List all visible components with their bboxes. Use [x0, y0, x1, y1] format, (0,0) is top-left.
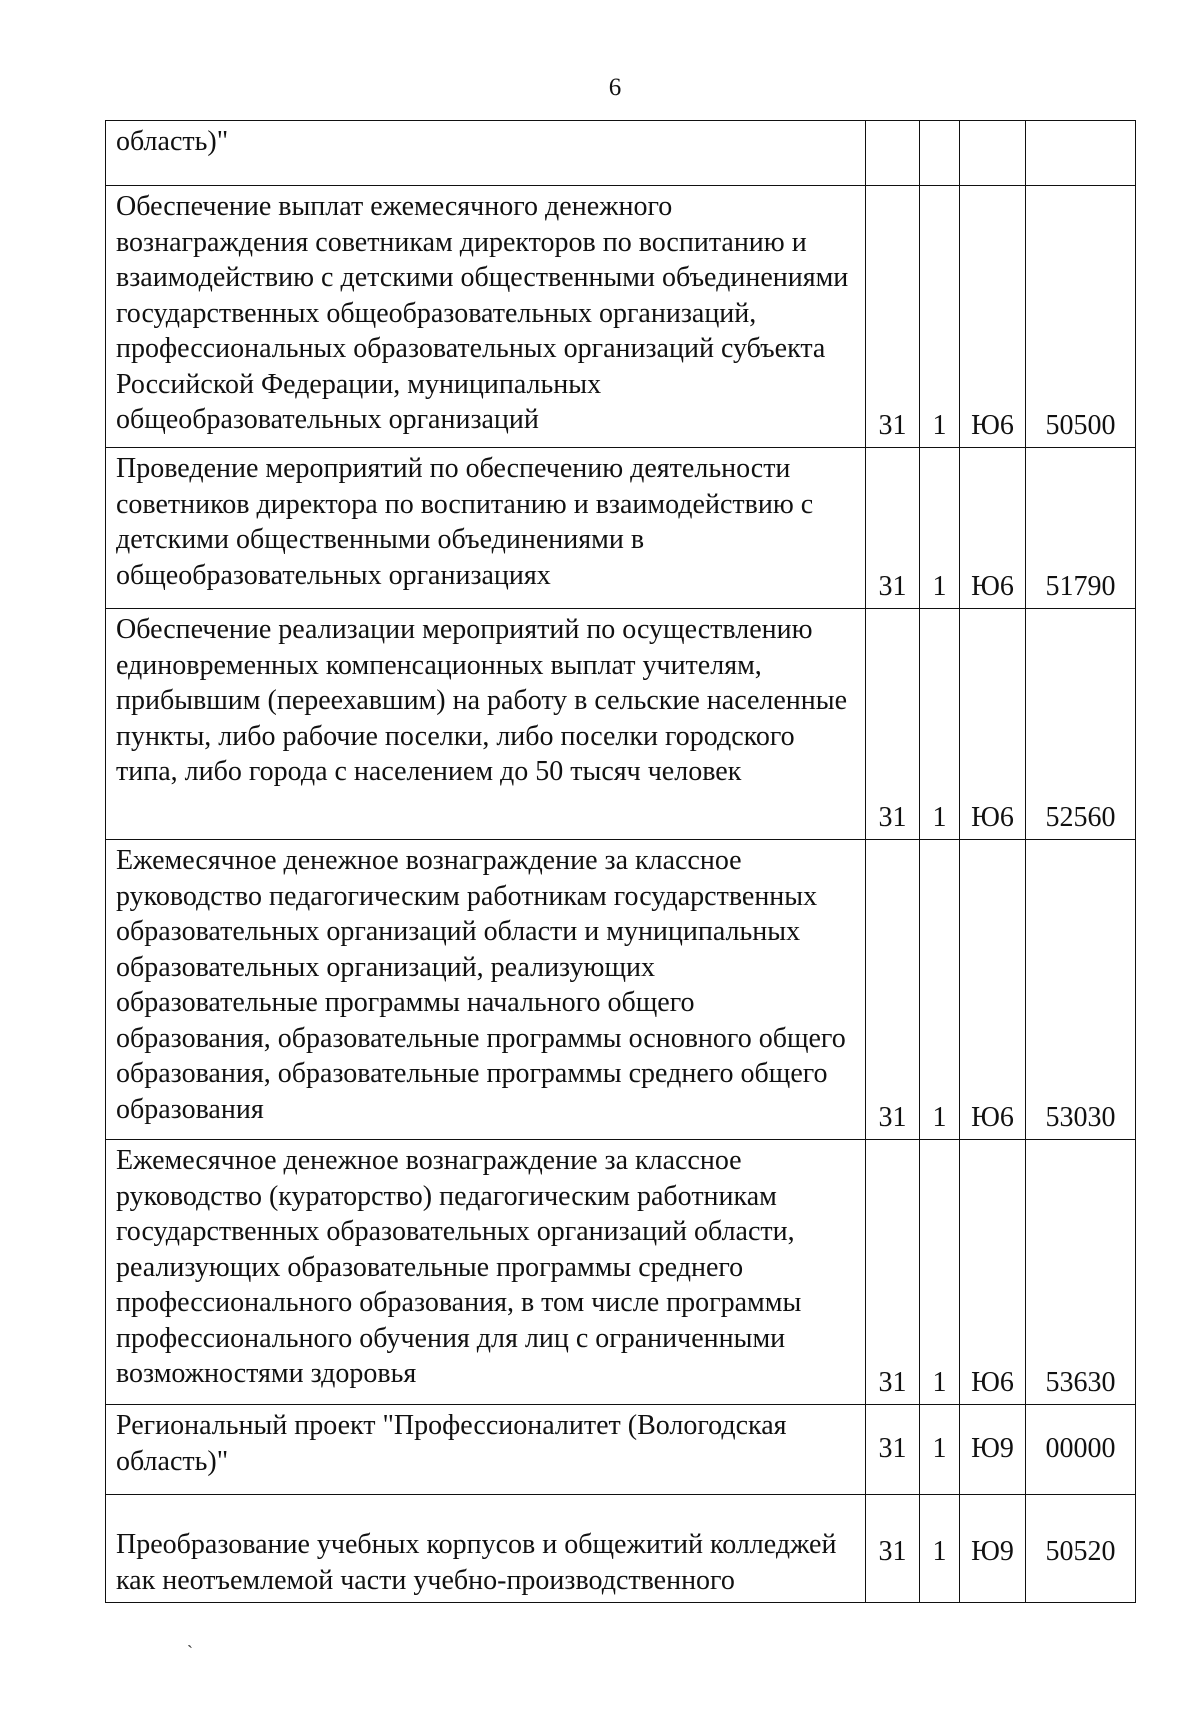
project-code-cell: Ю6: [960, 840, 1026, 1140]
direction-code-cell: 52560: [1026, 609, 1136, 840]
program-code-cell: [866, 121, 920, 186]
table-row: [106, 1495, 1136, 1603]
scan-speck: ˎ: [187, 1628, 193, 1648]
program-code-cell: 31: [866, 1405, 920, 1495]
direction-code-cell: 00000: [1026, 1405, 1136, 1495]
table-row: [106, 840, 1136, 1140]
subprogram-code-cell: 1: [920, 448, 960, 609]
project-code-cell: Ю9: [960, 1495, 1026, 1603]
subprogram-code-cell: 1: [920, 1140, 960, 1405]
table-row: [106, 609, 1136, 840]
direction-code-cell: 51790: [1026, 448, 1136, 609]
expense-name-cell: область)": [106, 121, 866, 186]
direction-code-cell: 50500: [1026, 186, 1136, 448]
expense-name-cell: Преобразование учебных корпусов и общежитий колледжей как неотъемлемой части учебно-производственного: [106, 1495, 866, 1603]
program-code-cell: 31: [866, 609, 920, 840]
subprogram-code-cell: [920, 121, 960, 186]
program-code-cell: 31: [866, 448, 920, 609]
direction-code-cell: 53630: [1026, 1140, 1136, 1405]
project-code-cell: Ю9: [960, 1405, 1026, 1495]
expense-name-cell: Ежемесячное денежное вознаграждение за классное руководство (кураторство) педагогическим работникам государственных образовательных организаций области, реализующих образовательные программы среднего профессионального образования, в том числе программы профессионального обучения для лиц с ограниченными возможностями здоровья: [106, 1140, 866, 1405]
project-code-cell: Ю6: [960, 448, 1026, 609]
program-code-cell: 31: [866, 840, 920, 1140]
table-row: [106, 186, 1136, 448]
table-row: [106, 121, 1136, 186]
project-code-cell: Ю6: [960, 1140, 1026, 1405]
project-code-cell: [960, 121, 1026, 186]
project-code-cell: Ю6: [960, 609, 1026, 840]
project-code-cell: Ю6: [960, 186, 1026, 448]
direction-code-cell: [1026, 121, 1136, 186]
subprogram-code-cell: 1: [920, 840, 960, 1140]
table-row: [106, 448, 1136, 609]
expense-name-cell: Проведение мероприятий по обеспечению деятельности советников директора по воспитанию и взаимодействию с детскими общественными объединениями в общеобразовательных организациях: [106, 448, 866, 609]
expense-name-cell: Обеспечение реализации мероприятий по осуществлению единовременных компенсационных выплат учителям, прибывшим (переехавшим) на работу в сельские населенные пункты, либо рабочие поселки, либо поселки городского типа, либо города с населением до 50 тысяч человек: [106, 609, 866, 840]
table-row: [106, 1405, 1136, 1495]
expense-name-cell: Региональный проект "Профессионалитет (Вологодская область)": [106, 1405, 866, 1495]
program-code-cell: 31: [866, 1495, 920, 1603]
subprogram-code-cell: 1: [920, 1495, 960, 1603]
budget-classification-table: [105, 120, 1136, 1603]
program-code-cell: 31: [866, 186, 920, 448]
direction-code-cell: 53030: [1026, 840, 1136, 1140]
subprogram-code-cell: 1: [920, 186, 960, 448]
program-code-cell: 31: [866, 1140, 920, 1405]
page-number: 6: [608, 74, 622, 101]
subprogram-code-cell: 1: [920, 1405, 960, 1495]
subprogram-code-cell: 1: [920, 609, 960, 840]
table-row: [106, 1140, 1136, 1405]
expense-name-cell: Обеспечение выплат ежемесячного денежного вознаграждения советникам директоров по воспитанию и взаимодействию с детскими общественными объединениями государственных общеобразовательных организаций, профессиональных образовательных организаций субъекта Российской Федерации, муниципальных общеобразовательных организаций: [106, 186, 866, 448]
direction-code-cell: 50520: [1026, 1495, 1136, 1603]
expense-name-cell: Ежемесячное денежное вознаграждение за классное руководство педагогическим работникам государственных образовательных организаций области и муниципальных образовательных организаций, реализующих образовательные программы начального общего образования, образовательные программы основного общего образования, образовательные программы среднего общего образования: [106, 840, 866, 1140]
